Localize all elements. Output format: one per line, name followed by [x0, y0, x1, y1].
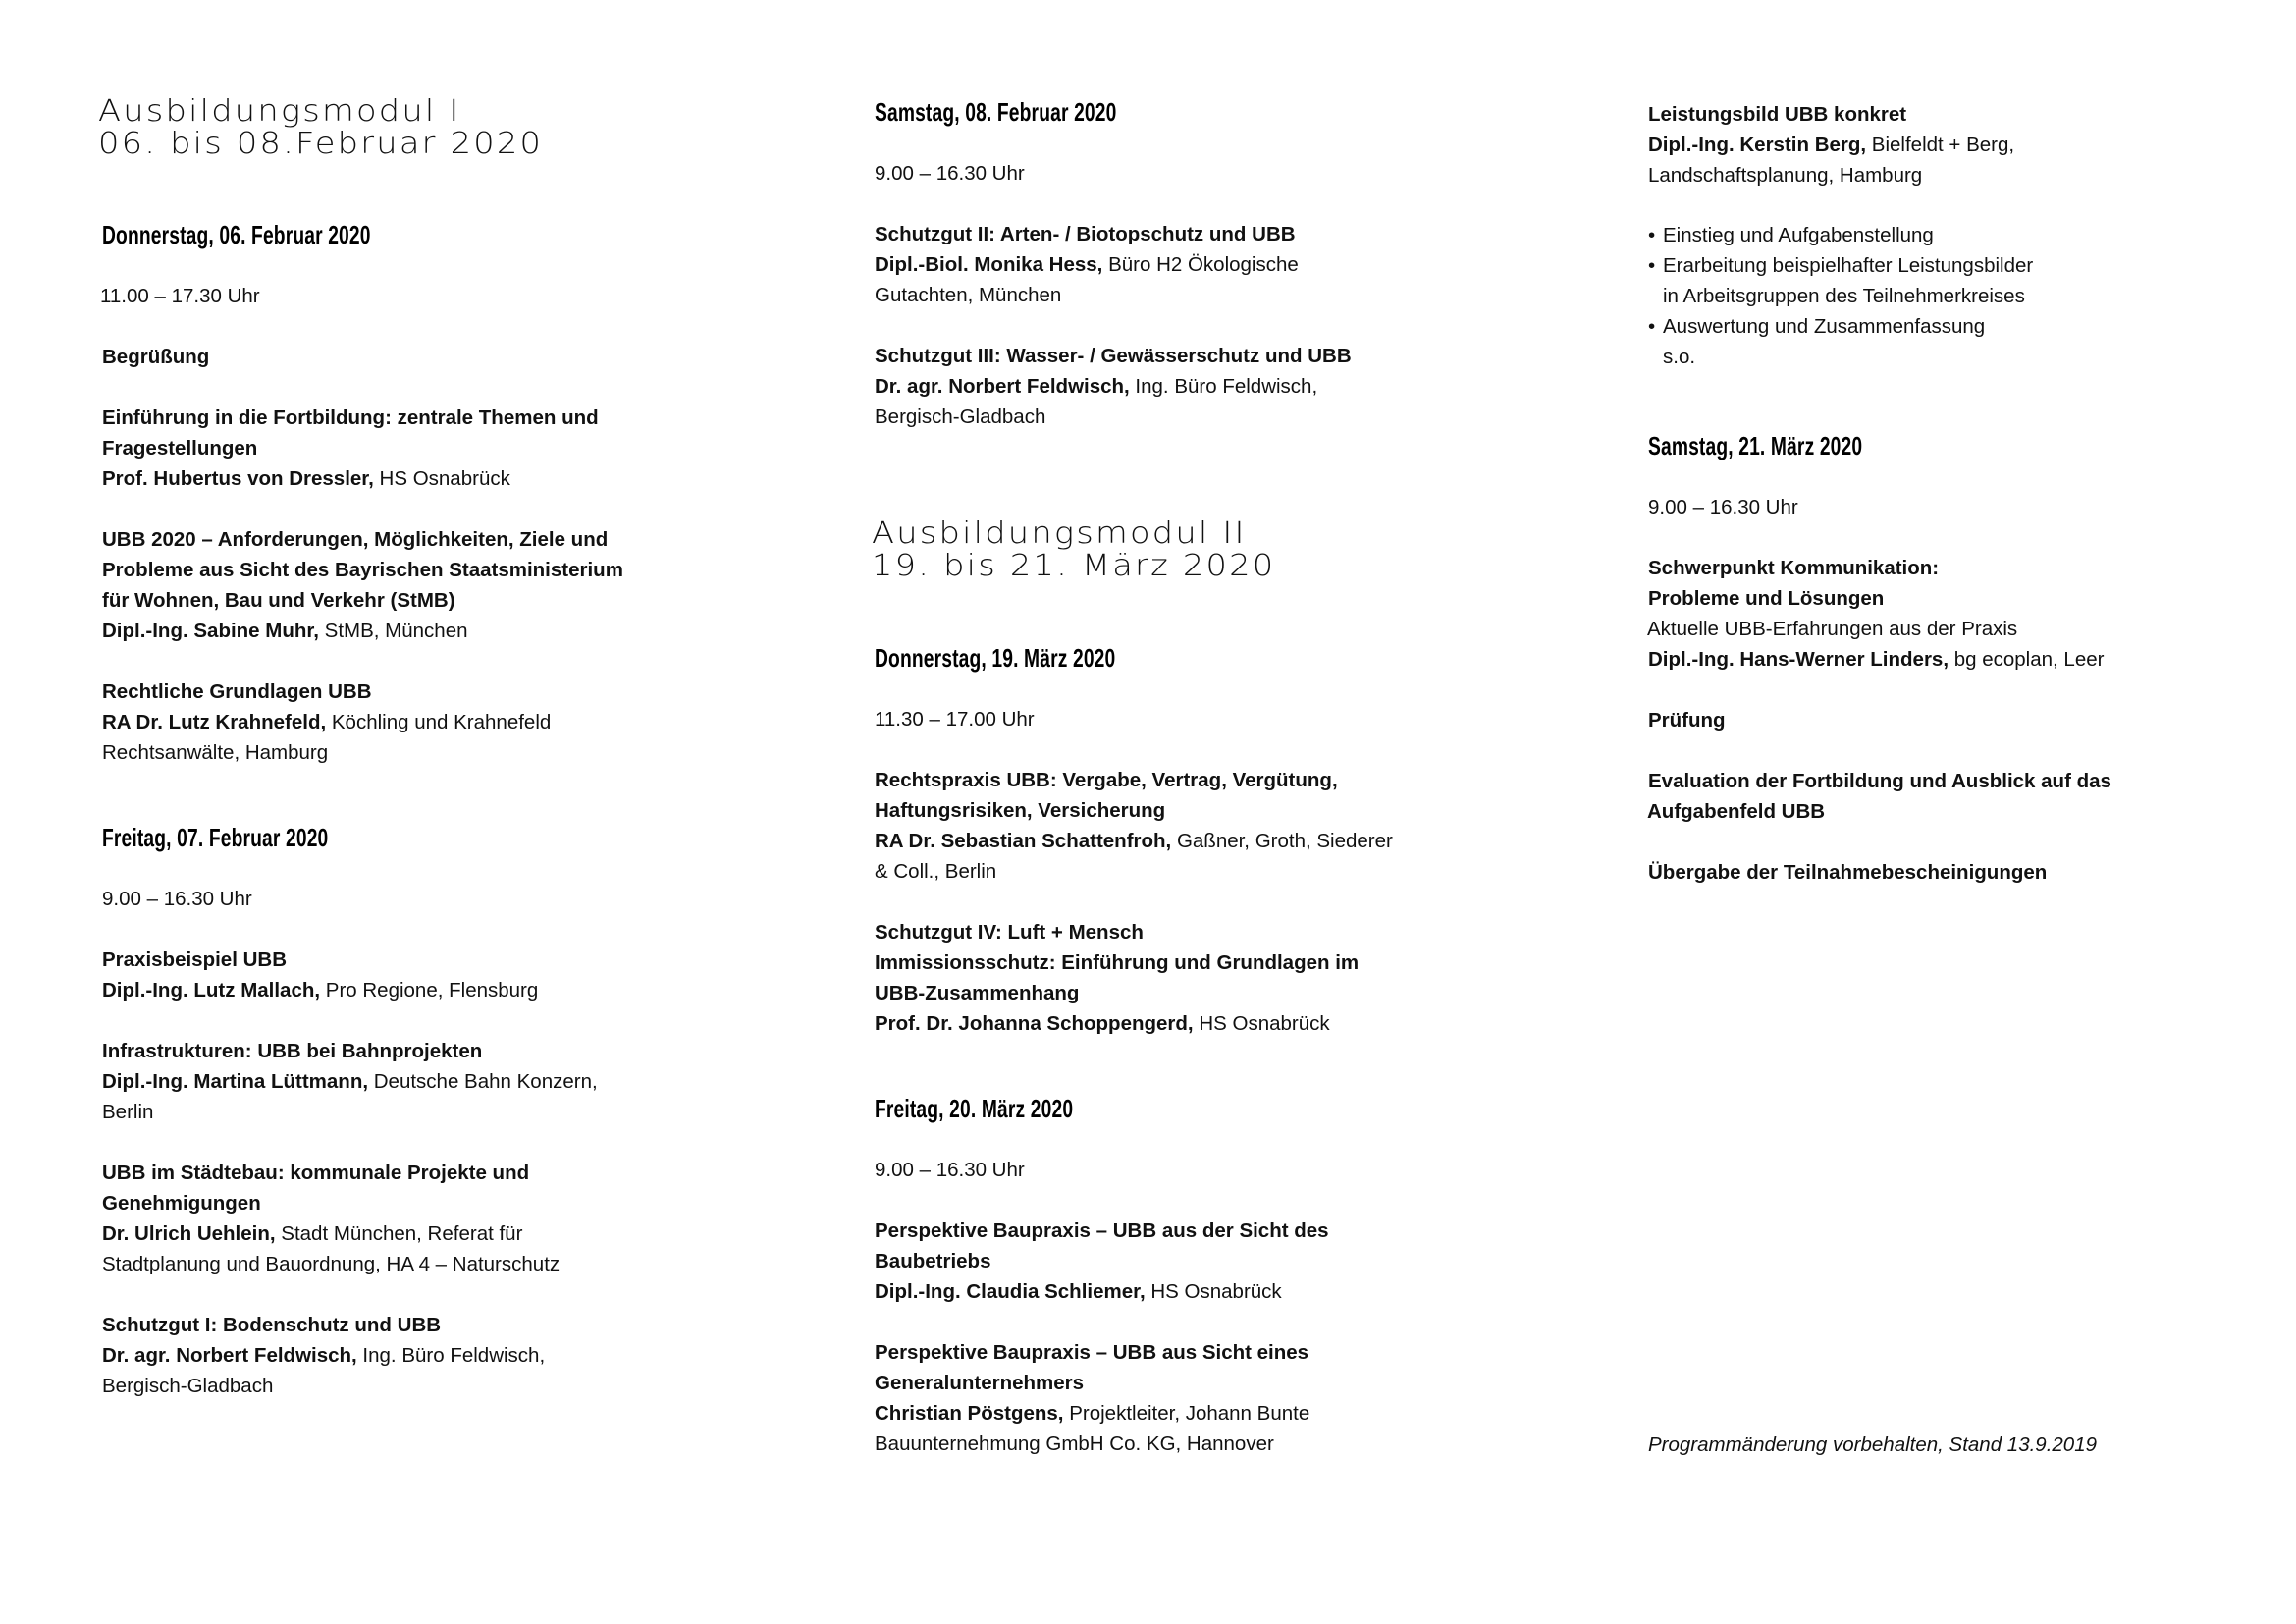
speaker-name: Dipl.-Biol. Monika Hess, — [875, 253, 1103, 276]
bullet-continuation — [1648, 281, 2033, 311]
speaker-line — [102, 616, 623, 646]
session-title: Probleme und Lösungen — [1648, 587, 1885, 610]
session-leistungsbild — [1648, 99, 2014, 190]
session-einfuehrung — [102, 403, 599, 494]
speaker-line — [1648, 130, 2014, 160]
session-title: Schwerpunkt Kommunikation: — [1648, 557, 1940, 579]
speaker-name: Dipl.-Ing. Martina Lüttmann, — [102, 1070, 369, 1093]
session-title: Baubetriebs — [875, 1250, 991, 1272]
session-ubb-2020 — [102, 524, 623, 646]
speaker-name: Dr. Ulrich Uehlein, — [102, 1222, 276, 1245]
session-title: Aufgabenfeld UBB — [1647, 800, 1826, 823]
speaker-affiliation: HS Osnabrück — [373, 467, 510, 490]
session-subtitle: Aktuelle UBB-Erfahrungen aus der Praxis — [1647, 618, 2018, 640]
footer-note: Programmänderung vorbehalten, Stand 13.9.2019 — [1648, 1434, 2098, 1456]
speaker-affiliation: bg ecoplan, Leer — [1949, 648, 2105, 671]
session-title: Perspektive Baupraxis – UBB aus Sicht eines — [875, 1341, 1309, 1364]
session-begruessung — [102, 342, 209, 372]
speaker-affiliation: HS Osnabrück — [1145, 1280, 1282, 1303]
module-2-name: Ausbildungsmodul II — [872, 516, 1247, 551]
session-praxisbeispiel — [102, 945, 538, 1005]
speaker-name: RA Dr. Sebastian Schattenfroh, — [875, 830, 1172, 852]
speaker-affiliation: Stadt München, Referat für — [275, 1222, 523, 1245]
speaker-name: Dr. agr. Norbert Feldwisch, — [102, 1344, 357, 1367]
speaker-affiliation: Landschaftsplanung, Hamburg — [1648, 164, 1923, 187]
day-heading: Samstag, 08. Februar 2020 — [875, 97, 1117, 127]
session-title: Evaluation der Fortbildung und Ausblick auf das — [1648, 770, 2111, 792]
bullet-icon: • — [1648, 224, 1656, 246]
session-title: Genehmigungen — [102, 1192, 261, 1215]
speaker-affiliation: StMB, München — [318, 620, 468, 642]
module-1-dates: 06. bis 08.Februar 2020 — [98, 127, 544, 161]
speaker-affiliation: Bergisch-Gladbach — [875, 406, 1046, 428]
session-title: Haftungsrisiken, Versicherung — [875, 799, 1166, 822]
session-title: für Wohnen, Bau und Verkehr (StMB) — [102, 589, 455, 612]
time-range: 9.00 – 16.30 Uhr — [102, 888, 252, 910]
session-title: Schutzgut II: Arten- / Biotopschutz und UBB — [875, 223, 1296, 245]
session-title: Begrüßung — [102, 346, 210, 368]
speaker-affiliation: Bauunternehmung GmbH Co. KG, Hannover — [875, 1433, 1274, 1455]
speaker-line — [102, 975, 538, 1005]
speaker-line — [875, 1276, 1329, 1307]
time-range: 9.00 – 16.30 Uhr — [875, 162, 1025, 185]
speaker-affiliation: Projektleiter, Johann Bunte — [1063, 1402, 1310, 1425]
session-title: Generalunternehmers — [875, 1372, 1085, 1394]
bullet-text: in Arbeitsgruppen des Teilnehmerkreises — [1663, 285, 2025, 307]
speaker-line — [875, 826, 1393, 856]
module-2-title — [872, 517, 1275, 582]
session-rechtliche-grundlagen — [102, 677, 551, 768]
bullet-list — [1648, 220, 2033, 372]
session-title: Perspektive Baupraxis – UBB aus der Sicht des — [875, 1219, 1329, 1242]
speaker-name: RA Dr. Lutz Krahnefeld, — [102, 711, 327, 733]
bullet-text: Erarbeitung beispielhafter Leistungsbilder — [1663, 254, 2034, 277]
speaker-name: Christian Pöstgens, — [875, 1402, 1064, 1425]
session-title: Rechtliche Grundlagen UBB — [102, 680, 372, 703]
session-kommunikation — [1648, 553, 2104, 675]
item-uebergabe — [1648, 857, 2047, 888]
session-title: Prüfung — [1648, 709, 1726, 731]
day-heading: Freitag, 07. Februar 2020 — [102, 823, 329, 852]
session-infrastrukturen — [102, 1036, 598, 1127]
day-heading: Donnerstag, 19. März 2020 — [875, 643, 1116, 673]
bullet-item — [1648, 250, 2033, 281]
session-title: Schutzgut IV: Luft + Mensch — [875, 921, 1144, 944]
session-title: UBB im Städtebau: kommunale Projekte und — [102, 1162, 530, 1184]
speaker-name: Dipl.-Ing. Hans-Werner Linders, — [1648, 648, 1949, 671]
speaker-affiliation: Ing. Büro Feldwisch, — [356, 1344, 546, 1367]
session-rechtspraxis — [875, 765, 1393, 887]
speaker-line — [102, 463, 599, 494]
speaker-affiliation: Stadtplanung und Bauordnung, HA 4 – Naturschutz — [102, 1253, 561, 1275]
bullet-continuation — [1648, 342, 2033, 372]
session-title: Praxisbeispiel UBB — [102, 948, 287, 971]
day-heading: Freitag, 20. März 2020 — [875, 1094, 1074, 1123]
speaker-name: Dipl.-Ing. Lutz Mallach, — [102, 979, 321, 1001]
session-title: Infrastrukturen: UBB bei Bahnprojekten — [102, 1040, 483, 1062]
speaker-affiliation: Köchling und Krahnefeld — [326, 711, 552, 733]
speaker-affiliation: Berlin — [102, 1101, 154, 1123]
speaker-line — [875, 1008, 1359, 1039]
session-title: Probleme aus Sicht des Bayrischen Staatsministerium — [102, 559, 623, 581]
speaker-affiliation: Bergisch-Gladbach — [102, 1375, 274, 1397]
bullet-text: Auswertung und Zusammenfassung — [1663, 315, 1986, 338]
session-title: UBB-Zusammenhang — [875, 982, 1080, 1004]
session-schutzgut-4 — [875, 917, 1359, 1039]
bullet-text: Einstieg und Aufgabenstellung — [1663, 224, 1934, 246]
bullet-icon: • — [1648, 315, 1656, 338]
module-1-name: Ausbildungsmodul I — [98, 94, 461, 129]
session-title: Rechtspraxis UBB: Vergabe, Vertrag, Vergütung, — [875, 769, 1338, 791]
bullet-item — [1648, 220, 2033, 250]
speaker-line — [102, 1340, 545, 1371]
speaker-line — [875, 1398, 1309, 1429]
session-schutzgut-3 — [875, 341, 1352, 432]
session-baupraxis-baubetrieb — [875, 1216, 1329, 1307]
speaker-affiliation: HS Osnabrück — [1193, 1012, 1330, 1035]
speaker-name: Prof. Dr. Johanna Schoppengerd, — [875, 1012, 1194, 1035]
speaker-line — [1648, 644, 2104, 675]
session-schutzgut-2 — [875, 219, 1299, 310]
speaker-affiliation: Bielfeldt + Berg, — [1866, 134, 2015, 156]
speaker-line — [875, 371, 1352, 402]
time-range: 9.00 – 16.30 Uhr — [1648, 496, 1798, 518]
speaker-affiliation: Ing. Büro Feldwisch, — [1129, 375, 1318, 398]
speaker-affiliation: Pro Regione, Flensburg — [320, 979, 539, 1001]
speaker-name: Dr. agr. Norbert Feldwisch, — [875, 375, 1130, 398]
speaker-line — [102, 707, 551, 737]
session-title: Fragestellungen — [102, 437, 258, 460]
time-range: 11.30 – 17.00 Uhr — [875, 708, 1035, 731]
speaker-affiliation: & Coll., Berlin — [875, 860, 997, 883]
item-evaluation — [1648, 766, 2111, 827]
time-range: 9.00 – 16.30 Uhr — [875, 1159, 1025, 1181]
session-title: Immissionsschutz: Einführung und Grundlagen im — [875, 951, 1360, 974]
session-baupraxis-generalunternehmer — [875, 1337, 1309, 1459]
speaker-line — [102, 1218, 560, 1249]
session-title: Übergabe der Teilnahmebescheinigungen — [1648, 861, 2048, 884]
speaker-affiliation: Gaßner, Groth, Siederer — [1171, 830, 1393, 852]
speaker-name: Dipl.-Ing. Sabine Muhr, — [102, 620, 319, 642]
speaker-affiliation: Büro H2 Ökologische — [1102, 253, 1299, 276]
bullet-text: s.o. — [1663, 346, 1696, 368]
speaker-name: Dipl.-Ing. Claudia Schliemer, — [875, 1280, 1146, 1303]
session-staedtebau — [102, 1158, 560, 1279]
session-schutzgut-1 — [102, 1310, 545, 1401]
day-heading: Donnerstag, 06. Februar 2020 — [102, 220, 371, 249]
speaker-line — [875, 249, 1299, 280]
speaker-name: Dipl.-Ing. Kerstin Berg, — [1648, 134, 1867, 156]
session-title: Schutzgut III: Wasser- / Gewässerschutz und UBB — [875, 345, 1352, 367]
speaker-name: Prof. Hubertus von Dressler, — [102, 467, 374, 490]
speaker-affiliation: Rechtsanwälte, Hamburg — [102, 741, 329, 764]
item-pruefung — [1648, 705, 1726, 735]
session-title: Einführung in die Fortbildung: zentrale Themen und — [102, 406, 599, 429]
session-title: Schutzgut I: Bodenschutz und UBB — [102, 1314, 442, 1336]
module-1-title — [98, 95, 543, 160]
module-2-dates: 19. bis 21. März 2020 — [872, 549, 1276, 583]
bullet-item — [1648, 311, 2033, 342]
bullet-icon: • — [1648, 254, 1656, 277]
day-heading: Samstag, 21. März 2020 — [1648, 431, 1863, 460]
session-title: UBB 2020 – Anforderungen, Möglichkeiten, Ziele und — [102, 528, 609, 551]
time-range: 11.00 – 17.30 Uhr — [100, 285, 260, 307]
speaker-affiliation: Gutachten, München — [875, 284, 1062, 306]
session-title: Leistungsbild UBB konkret — [1648, 103, 1907, 126]
speaker-line — [102, 1066, 598, 1097]
speaker-affiliation: Deutsche Bahn Konzern, — [368, 1070, 598, 1093]
